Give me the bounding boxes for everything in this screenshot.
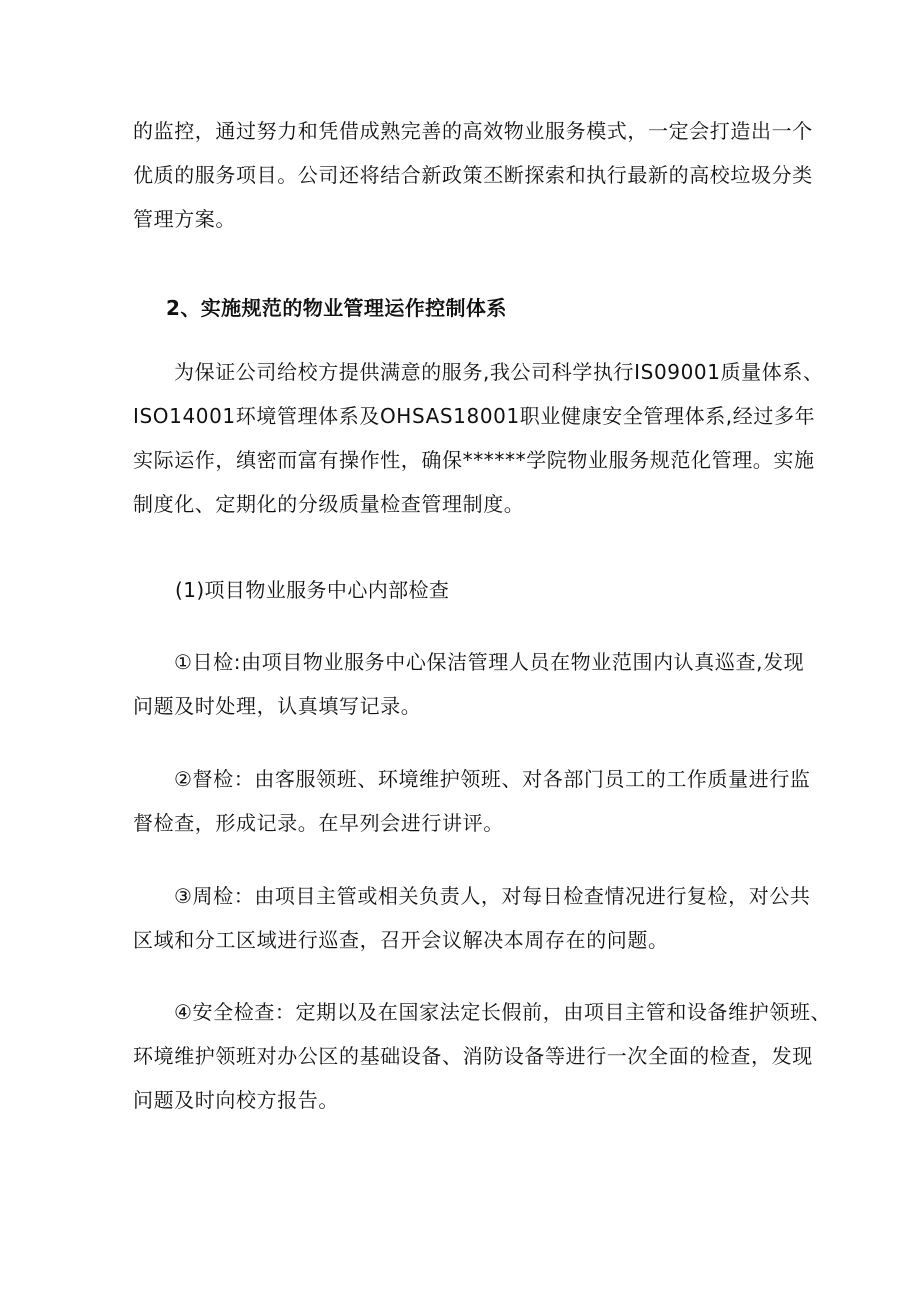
text-line: ④安全检查：定期以及在国家法定长假前，由项目主管和设备维护领班、 <box>174 1000 832 1024</box>
text-line: 制度化、定期化的分级质量检查管理制度。 <box>133 492 525 516</box>
text-line: 问题及时处理，认真填写记录。 <box>133 694 422 718</box>
text-line: ①日检:由项目物业服务中心保洁管理人员在物业范围内认真巡查,发现 <box>174 650 805 674</box>
text-line: 实际运作，缜密而富有操作性，确保******学院物业服务规范化管理。实施 <box>133 448 815 472</box>
subsection-heading: (1)项目物业服务中心内部检查 <box>175 578 450 602</box>
section-heading: 2、实施规范的物业管理运作控制体系 <box>166 296 507 320</box>
weekly-check-item <box>133 874 811 962</box>
section-paragraph <box>133 350 824 526</box>
text-line: 督检查，形成记录。在早列会进行讲评。 <box>133 811 504 835</box>
text-line: ③周检：由项目主管或相关负责人，对每日检查情况进行复检，对公共 <box>174 884 811 908</box>
text-line: 的监控，通过努力和凭借成熟完善的高效物业服务模式，一定会打造出一个 <box>133 119 813 143</box>
intro-paragraph <box>133 109 813 241</box>
safety-check-item <box>133 990 832 1122</box>
text-line: 优质的服务项目。公司还将结合新政策丕断探索和执行最新的高校垃圾分类 <box>133 163 813 187</box>
text-line: 环境维护领班对办公区的基础设备、消防设备等进行一次全面的检查，发现 <box>133 1044 813 1068</box>
supervision-check-item <box>133 757 811 845</box>
daily-check-item <box>133 640 805 728</box>
text-line: 区域和分工区域进行巡查，召开会议解决本周存在的问题。 <box>133 928 669 952</box>
text-line: ②督检：由客服领班、环境维护领班、对各部门员工的工作质量进行监 <box>174 767 811 791</box>
text-line: ISO14001环境管理体系及OHSAS18001职业健康安全管理体系,经过多年 <box>133 404 816 428</box>
text-line: 为保证公司给校方提供满意的服务,我公司科学执行IS09001质量体系、 <box>174 360 824 384</box>
text-line: 问题及时向校方报告。 <box>133 1088 339 1112</box>
text-line: 管理方案。 <box>133 207 236 231</box>
